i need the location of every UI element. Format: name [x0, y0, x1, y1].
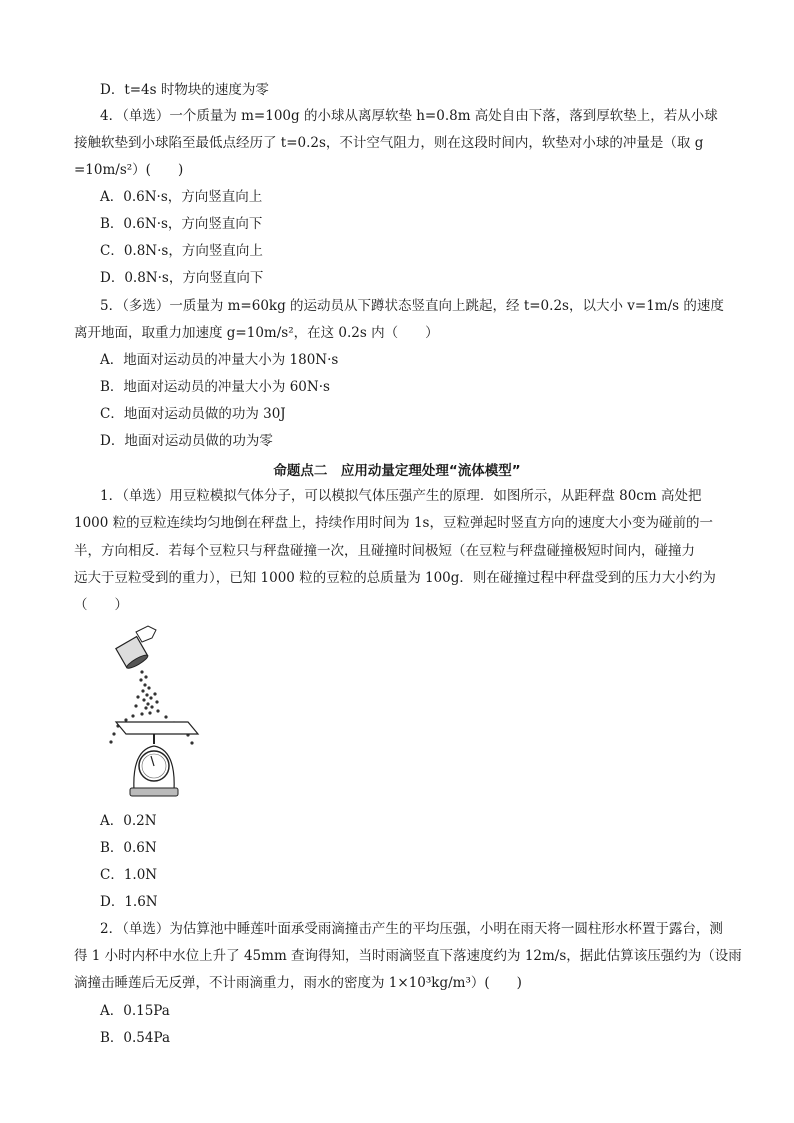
- section-heading: 命题点二 应用动量定理处理“流体模型”: [273, 463, 521, 479]
- option-3d: D．t=4s 时物块的速度为零: [100, 82, 269, 98]
- option-2a: A．0.15Pa: [100, 1003, 170, 1019]
- question-1-stem-line4: 远大于豆粒受到的重力），已知 1000 粒的豆粒的总质量为 100g．则在碰撞过程中秤盘受到的压力大小约为: [74, 570, 716, 586]
- option-4c: C．0.8N·s，方向竖直向上: [100, 243, 263, 259]
- option-1a: A．0.2N: [100, 813, 157, 829]
- option-5d: D．地面对运动员做的功为零: [100, 433, 273, 449]
- question-1-stem-line3: 半，方向相反．若每个豆粒只与秤盘碰撞一次，且碰撞时间极短（在豆粒与秤盘碰撞极短时间内，碰撞力: [74, 543, 695, 559]
- question-4-stem-line3: =10m/s²）( ): [74, 162, 184, 178]
- question-2-stem-line1: 2．（单选）为估算池中睡莲叶面承受雨滴撞击产生的平均压强，小明在雨天将一圆柱形水杯置于露台，测: [100, 921, 723, 937]
- question-2-stem-line3: 滴撞击睡莲后无反弹，不计雨滴重力，雨水的密度为 1×10³kg/m³）( ): [74, 975, 522, 991]
- option-4d: D．0.8N·s，方向竖直向下: [100, 270, 264, 286]
- question-1-stem-line1: 1．（单选）用豆粒模拟气体分子，可以模拟气体压强产生的原理．如图所示，从距秤盘 80cm 高处把: [100, 488, 702, 504]
- question-4-stem-line2: 接触软垫到小球陷至最低点经历了 t=0.2s，不计空气阻力，则在这段时间内，软垫对小球的冲量是（取 g: [74, 135, 704, 151]
- option-5b: B．地面对运动员的冲量大小为 60N·s: [100, 379, 330, 395]
- option-5c: C．地面对运动员做的功为 30J: [100, 406, 286, 422]
- option-4b: B．0.6N·s，方向竖直向下: [100, 216, 263, 232]
- question-1-stem-line5: （ ）: [74, 597, 128, 613]
- option-1d: D．1.6N: [100, 894, 158, 910]
- option-2b: B．0.54Pa: [100, 1030, 171, 1046]
- beans-pouring-scale-illustration: [108, 622, 208, 804]
- question-2-stem-line2: 得 1 小时内杯中水位上升了 45mm 查询得知，当时雨滴竖直下落速度约为 12m/s，据此估算该压强约为（设雨: [74, 948, 742, 964]
- question-4-stem-line1: 4．（单选）一个质量为 m=100g 的小球从离厚软垫 h=0.8m 高处自由下落，落到厚软垫上，若从小球: [100, 108, 718, 124]
- scale-figure: [108, 622, 208, 804]
- question-5-stem-line1: 5．（多选）一质量为 m=60kg 的运动员从下蹲状态竖直向上跳起，经 t=0.2s，以大小 v=1m/s 的速度: [100, 298, 724, 314]
- option-5a: A．地面对运动员的冲量大小为 180N·s: [100, 352, 339, 368]
- question-1-stem-line2: 1000 粒的豆粒连续均匀地倒在秤盘上，持续作用时间为 1s，豆粒弹起时竖直方向的速度大小变为碰前的一: [74, 515, 713, 531]
- option-1c: C．1.0N: [100, 867, 158, 883]
- question-5-stem-line2: 离开地面，取重力加速度 g=10m/s²，在这 0.2s 内（ ）: [74, 325, 439, 341]
- option-1b: B．0.6N: [100, 840, 157, 856]
- option-4a: A．0.6N·s，方向竖直向上: [100, 189, 263, 205]
